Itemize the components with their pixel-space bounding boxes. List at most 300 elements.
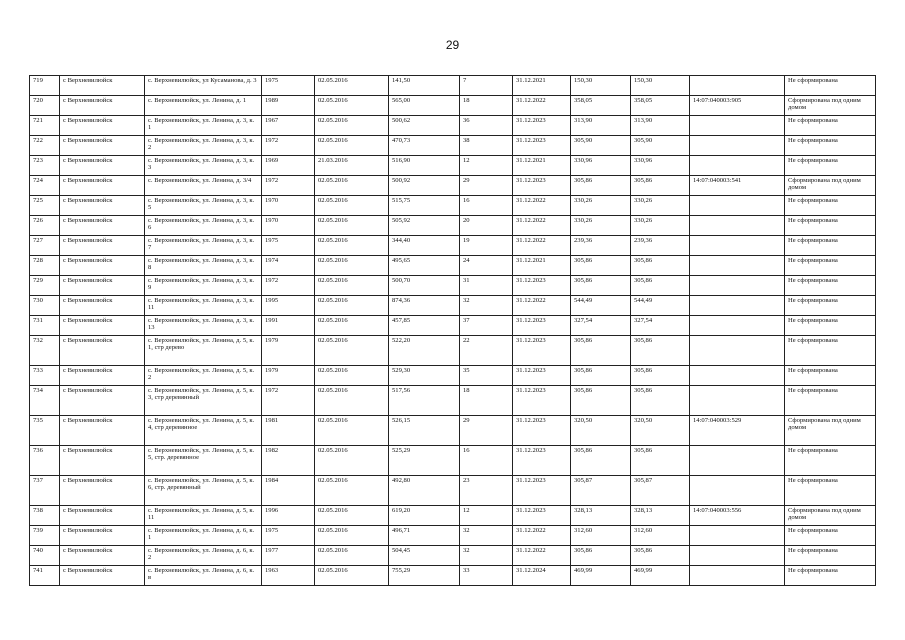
cell-cost-a: 305,86 bbox=[571, 176, 631, 196]
cell-settlement: с Верхневилюйск bbox=[60, 156, 145, 176]
page-number: 29 bbox=[445, 38, 460, 52]
table-row bbox=[30, 386, 876, 416]
cell-deadline-date: 31.12.2023 bbox=[513, 506, 571, 526]
cell-cost-a: 305,86 bbox=[571, 366, 631, 386]
cell-settlement: с Верхневилюйск bbox=[60, 416, 145, 446]
cell-deadline-date: 31.12.2023 bbox=[513, 336, 571, 366]
cell-row-number: 729 bbox=[30, 276, 60, 296]
cell-address: с. Верхневилюйск, ул. Ленина, д. 3, к. 11 bbox=[145, 296, 262, 316]
cell-cost-b: 330,96 bbox=[631, 156, 690, 176]
cell-row-number: 737 bbox=[30, 476, 60, 506]
cell-apartments-count: 12 bbox=[460, 506, 513, 526]
cell-deadline-date: 31.12.2021 bbox=[513, 156, 571, 176]
cell-inclusion-date: 02.05.2016 bbox=[315, 216, 389, 236]
cell-build-year: 1989 bbox=[262, 96, 315, 116]
cell-address: с. Верхневилюйск, ул. Ленина, д. 3, к. 8 bbox=[145, 256, 262, 276]
cell-cadastral-number bbox=[690, 276, 785, 296]
cell-address: с. Верхневилюйск, ул Кусаманова, д. 3 bbox=[145, 76, 262, 96]
cell-cadastral-number: 14:07:040003:541 bbox=[690, 176, 785, 196]
cell-settlement: с Верхневилюйск bbox=[60, 526, 145, 546]
cell-build-year: 1991 bbox=[262, 316, 315, 336]
cell-land-status: Не сформирована bbox=[785, 156, 876, 176]
cell-address: с. Верхневилюйск, ул. Ленина, д. 3, к. 5 bbox=[145, 196, 262, 216]
cell-area: 492,80 bbox=[389, 476, 460, 506]
cell-build-year: 1972 bbox=[262, 136, 315, 156]
table-row bbox=[30, 336, 876, 366]
cell-inclusion-date: 02.05.2016 bbox=[315, 236, 389, 256]
cell-area: 565,00 bbox=[389, 96, 460, 116]
cell-deadline-date: 31.12.2022 bbox=[513, 236, 571, 256]
cell-inclusion-date: 02.05.2016 bbox=[315, 176, 389, 196]
cell-cost-b: 358,05 bbox=[631, 96, 690, 116]
cell-apartments-count: 19 bbox=[460, 236, 513, 256]
cell-row-number: 727 bbox=[30, 236, 60, 256]
cell-cost-a: 239,36 bbox=[571, 236, 631, 256]
cell-row-number: 723 bbox=[30, 156, 60, 176]
cell-address: с. Верхневилюйск, ул. Ленина, д. 6, к. в bbox=[145, 566, 262, 586]
cell-apartments-count: 35 bbox=[460, 366, 513, 386]
cell-cost-b: 239,36 bbox=[631, 236, 690, 256]
cell-apartments-count: 29 bbox=[460, 176, 513, 196]
cell-address: с. Верхневилюйск, ул. Ленина, д. 3, к. 7 bbox=[145, 236, 262, 256]
cell-deadline-date: 31.12.2021 bbox=[513, 76, 571, 96]
cell-cost-b: 305,86 bbox=[631, 386, 690, 416]
cell-build-year: 1981 bbox=[262, 416, 315, 446]
cell-build-year: 1972 bbox=[262, 386, 315, 416]
table-row bbox=[30, 566, 876, 586]
cell-cadastral-number bbox=[690, 526, 785, 546]
cell-row-number: 735 bbox=[30, 416, 60, 446]
cell-cost-a: 330,26 bbox=[571, 196, 631, 216]
cell-cost-b: 305,86 bbox=[631, 176, 690, 196]
cell-deadline-date: 31.12.2023 bbox=[513, 116, 571, 136]
cell-build-year: 1996 bbox=[262, 506, 315, 526]
cell-inclusion-date: 02.05.2016 bbox=[315, 76, 389, 96]
cell-area: 516,90 bbox=[389, 156, 460, 176]
cell-inclusion-date: 02.05.2016 bbox=[315, 136, 389, 156]
cell-land-status: Сформирована под одним домом bbox=[785, 96, 876, 116]
cell-settlement: с Верхневилюйск bbox=[60, 236, 145, 256]
table-body bbox=[30, 76, 876, 586]
cell-area: 529,30 bbox=[389, 366, 460, 386]
cell-build-year: 1972 bbox=[262, 176, 315, 196]
cell-settlement: с Верхневилюйск bbox=[60, 546, 145, 566]
cell-row-number: 733 bbox=[30, 366, 60, 386]
cell-cost-b: 305,87 bbox=[631, 476, 690, 506]
cell-inclusion-date: 02.05.2016 bbox=[315, 316, 389, 336]
cell-deadline-date: 31.12.2023 bbox=[513, 276, 571, 296]
cell-cost-a: 328,13 bbox=[571, 506, 631, 526]
table-row bbox=[30, 476, 876, 506]
cell-row-number: 740 bbox=[30, 546, 60, 566]
cell-deadline-date: 31.12.2022 bbox=[513, 526, 571, 546]
cell-row-number: 734 bbox=[30, 386, 60, 416]
cell-cost-a: 305,86 bbox=[571, 276, 631, 296]
table-row bbox=[30, 526, 876, 546]
cell-settlement: с Верхневилюйск bbox=[60, 216, 145, 236]
cell-land-status: Не сформирована bbox=[785, 76, 876, 96]
cell-apartments-count: 36 bbox=[460, 116, 513, 136]
cell-area: 141,50 bbox=[389, 76, 460, 96]
cell-cost-b: 305,86 bbox=[631, 276, 690, 296]
cell-deadline-date: 31.12.2023 bbox=[513, 316, 571, 336]
cell-deadline-date: 31.12.2021 bbox=[513, 256, 571, 276]
cell-address: с. Верхневилюйск, ул. Ленина, д. 3, к. 1 bbox=[145, 116, 262, 136]
cell-build-year: 1975 bbox=[262, 236, 315, 256]
cell-cost-a: 327,54 bbox=[571, 316, 631, 336]
cell-build-year: 1995 bbox=[262, 296, 315, 316]
cell-inclusion-date: 02.05.2016 bbox=[315, 196, 389, 216]
cell-build-year: 1975 bbox=[262, 526, 315, 546]
cell-build-year: 1972 bbox=[262, 276, 315, 296]
cell-row-number: 739 bbox=[30, 526, 60, 546]
cell-land-status: Сформирована под одним домом bbox=[785, 416, 876, 446]
cell-settlement: с Верхневилюйск bbox=[60, 476, 145, 506]
cell-land-status: Не сформирована bbox=[785, 446, 876, 476]
table-row bbox=[30, 276, 876, 296]
cell-apartments-count: 32 bbox=[460, 546, 513, 566]
cell-apartments-count: 18 bbox=[460, 386, 513, 416]
cell-row-number: 721 bbox=[30, 116, 60, 136]
cell-land-status: Не сформирована bbox=[785, 276, 876, 296]
cell-area: 470,73 bbox=[389, 136, 460, 156]
cell-settlement: с Верхневилюйск bbox=[60, 116, 145, 136]
cell-row-number: 726 bbox=[30, 216, 60, 236]
table-row bbox=[30, 256, 876, 276]
cell-deadline-date: 31.12.2023 bbox=[513, 366, 571, 386]
cell-settlement: с Верхневилюйск bbox=[60, 316, 145, 336]
cell-cadastral-number bbox=[690, 446, 785, 476]
cell-cadastral-number bbox=[690, 366, 785, 386]
cell-inclusion-date: 02.05.2016 bbox=[315, 96, 389, 116]
cell-apartments-count: 32 bbox=[460, 296, 513, 316]
cell-land-status: Не сформирована bbox=[785, 256, 876, 276]
cell-build-year: 1975 bbox=[262, 76, 315, 96]
cell-cost-b: 327,54 bbox=[631, 316, 690, 336]
cell-row-number: 725 bbox=[30, 196, 60, 216]
cell-apartments-count: 12 bbox=[460, 156, 513, 176]
cell-cost-b: 312,60 bbox=[631, 526, 690, 546]
cell-cost-a: 150,30 bbox=[571, 76, 631, 96]
table-row bbox=[30, 116, 876, 136]
cell-build-year: 1963 bbox=[262, 566, 315, 586]
cell-inclusion-date: 02.05.2016 bbox=[315, 506, 389, 526]
cell-build-year: 1984 bbox=[262, 476, 315, 506]
cell-settlement: с Верхневилюйск bbox=[60, 76, 145, 96]
cell-cost-a: 312,60 bbox=[571, 526, 631, 546]
cell-settlement: с Верхневилюйск bbox=[60, 566, 145, 586]
cell-row-number: 736 bbox=[30, 446, 60, 476]
cell-cost-a: 544,49 bbox=[571, 296, 631, 316]
cell-area: 517,56 bbox=[389, 386, 460, 416]
cell-deadline-date: 31.12.2022 bbox=[513, 296, 571, 316]
cell-land-status: Не сформирована bbox=[785, 116, 876, 136]
cell-cadastral-number bbox=[690, 216, 785, 236]
cell-apartments-count: 31 bbox=[460, 276, 513, 296]
cell-address: с. Верхневилюйск, ул. Ленина, д. 3/4 bbox=[145, 176, 262, 196]
cell-deadline-date: 31.12.2023 bbox=[513, 446, 571, 476]
cell-deadline-date: 31.12.2023 bbox=[513, 136, 571, 156]
cell-cost-a: 320,50 bbox=[571, 416, 631, 446]
cell-inclusion-date: 02.05.2016 bbox=[315, 336, 389, 366]
table-row bbox=[30, 506, 876, 526]
cell-address: с. Верхневилюйск, ул. Ленина, д. 6, к. 2 bbox=[145, 546, 262, 566]
cell-address: с. Верхневилюйск, ул. Ленина, д. 5, к. 3, стр деревянный bbox=[145, 386, 262, 416]
cell-cost-a: 469,99 bbox=[571, 566, 631, 586]
cell-build-year: 1969 bbox=[262, 156, 315, 176]
cell-cost-a: 305,86 bbox=[571, 446, 631, 476]
table-row bbox=[30, 416, 876, 446]
cell-address: с. Верхневилюйск, ул. Ленина, д. 3, к. 6 bbox=[145, 216, 262, 236]
cell-settlement: с Верхневилюйск bbox=[60, 336, 145, 366]
cell-land-status: Не сформирована bbox=[785, 476, 876, 506]
cell-apartments-count: 22 bbox=[460, 336, 513, 366]
cell-area: 504,45 bbox=[389, 546, 460, 566]
cell-cadastral-number bbox=[690, 386, 785, 416]
cell-inclusion-date: 21.03.2016 bbox=[315, 156, 389, 176]
cell-land-status: Не сформирована bbox=[785, 546, 876, 566]
cell-land-status: Не сформирована bbox=[785, 526, 876, 546]
table-row bbox=[30, 96, 876, 116]
cell-apartments-count: 16 bbox=[460, 446, 513, 476]
table-row bbox=[30, 366, 876, 386]
cell-cadastral-number: 14:07:040003:529 bbox=[690, 416, 785, 446]
cell-row-number: 730 bbox=[30, 296, 60, 316]
cell-cadastral-number bbox=[690, 76, 785, 96]
cell-cost-a: 305,87 bbox=[571, 476, 631, 506]
cell-area: 457,85 bbox=[389, 316, 460, 336]
cell-deadline-date: 31.12.2023 bbox=[513, 176, 571, 196]
cell-area: 500,70 bbox=[389, 276, 460, 296]
cell-deadline-date: 31.12.2023 bbox=[513, 476, 571, 506]
cell-apartments-count: 33 bbox=[460, 566, 513, 586]
cell-build-year: 1982 bbox=[262, 446, 315, 476]
cell-cost-b: 150,30 bbox=[631, 76, 690, 96]
cell-land-status: Не сформирована bbox=[785, 136, 876, 156]
cell-settlement: с Верхневилюйск bbox=[60, 386, 145, 416]
cell-area: 525,29 bbox=[389, 446, 460, 476]
cell-cost-a: 305,86 bbox=[571, 386, 631, 416]
cell-deadline-date: 31.12.2023 bbox=[513, 416, 571, 446]
cell-land-status: Не сформирована bbox=[785, 566, 876, 586]
cell-land-status: Не сформирована bbox=[785, 196, 876, 216]
cell-apartments-count: 32 bbox=[460, 526, 513, 546]
cell-land-status: Не сформирована bbox=[785, 216, 876, 236]
cell-inclusion-date: 02.05.2016 bbox=[315, 566, 389, 586]
cell-settlement: с Верхневилюйск bbox=[60, 256, 145, 276]
cell-land-status: Сформирована под одним домом bbox=[785, 176, 876, 196]
cell-address: с. Верхневилюйск, ул. Ленина, д. 3, к. 9 bbox=[145, 276, 262, 296]
cell-cost-a: 358,05 bbox=[571, 96, 631, 116]
table-row bbox=[30, 76, 876, 96]
cell-cost-a: 305,86 bbox=[571, 336, 631, 366]
table-row bbox=[30, 236, 876, 256]
cell-cadastral-number bbox=[690, 296, 785, 316]
cell-cadastral-number bbox=[690, 336, 785, 366]
cell-cost-b: 305,90 bbox=[631, 136, 690, 156]
cell-address: с. Верхневилюйск, ул. Ленина, д. 1 bbox=[145, 96, 262, 116]
cell-deadline-date: 31.12.2022 bbox=[513, 216, 571, 236]
cell-cadastral-number: 14:07:040003:556 bbox=[690, 506, 785, 526]
cell-deadline-date: 31.12.2022 bbox=[513, 546, 571, 566]
cell-area: 496,71 bbox=[389, 526, 460, 546]
table-row bbox=[30, 196, 876, 216]
cell-area: 505,92 bbox=[389, 216, 460, 236]
cell-cost-b: 544,49 bbox=[631, 296, 690, 316]
cell-cadastral-number: 14:07:040003:905 bbox=[690, 96, 785, 116]
cell-cost-b: 320,50 bbox=[631, 416, 690, 446]
cell-cadastral-number bbox=[690, 236, 785, 256]
table-row bbox=[30, 156, 876, 176]
cell-area: 515,75 bbox=[389, 196, 460, 216]
cell-area: 344,40 bbox=[389, 236, 460, 256]
cell-address: с. Верхневилюйск, ул. Ленина, д. 3, к. 2 bbox=[145, 136, 262, 156]
cell-cost-b: 305,86 bbox=[631, 336, 690, 366]
cell-apartments-count: 16 bbox=[460, 196, 513, 216]
cell-area: 500,62 bbox=[389, 116, 460, 136]
cell-settlement: с Верхневилюйск bbox=[60, 176, 145, 196]
cell-cost-b: 305,86 bbox=[631, 366, 690, 386]
cell-address: с. Верхневилюйск, ул. Ленина, д. 6, к. 1 bbox=[145, 526, 262, 546]
cell-inclusion-date: 02.05.2016 bbox=[315, 296, 389, 316]
cell-inclusion-date: 02.05.2016 bbox=[315, 116, 389, 136]
cell-row-number: 738 bbox=[30, 506, 60, 526]
cell-deadline-date: 31.12.2022 bbox=[513, 196, 571, 216]
cell-cost-a: 305,86 bbox=[571, 256, 631, 276]
cell-apartments-count: 20 bbox=[460, 216, 513, 236]
cell-cadastral-number bbox=[690, 116, 785, 136]
cell-area: 874,36 bbox=[389, 296, 460, 316]
cell-cost-b: 330,26 bbox=[631, 216, 690, 236]
cell-cost-b: 305,86 bbox=[631, 446, 690, 476]
cell-area: 500,92 bbox=[389, 176, 460, 196]
cell-cost-b: 305,86 bbox=[631, 546, 690, 566]
cell-land-status: Не сформирована bbox=[785, 386, 876, 416]
cell-apartments-count: 29 bbox=[460, 416, 513, 446]
cell-cost-a: 330,26 bbox=[571, 216, 631, 236]
cell-address: с. Верхневилюйск, ул. Ленина, д. 5, к. 5, стр. деревянное bbox=[145, 446, 262, 476]
cell-settlement: с Верхневилюйск bbox=[60, 506, 145, 526]
cell-cost-b: 313,90 bbox=[631, 116, 690, 136]
cell-deadline-date: 31.12.2022 bbox=[513, 96, 571, 116]
cell-land-status: Не сформирована bbox=[785, 316, 876, 336]
cell-cadastral-number bbox=[690, 196, 785, 216]
cell-settlement: с Верхневилюйск bbox=[60, 366, 145, 386]
cell-row-number: 719 bbox=[30, 76, 60, 96]
cell-area: 522,20 bbox=[389, 336, 460, 366]
cell-address: с. Верхневилюйск, ул. Ленина, д. 3, к. 3 bbox=[145, 156, 262, 176]
cell-inclusion-date: 02.05.2016 bbox=[315, 446, 389, 476]
table-row bbox=[30, 296, 876, 316]
cell-area: 495,65 bbox=[389, 256, 460, 276]
cell-address: с. Верхневилюйск, ул. Ленина, д. 5, к. 6, стр. деревянный bbox=[145, 476, 262, 506]
cell-settlement: с Верхневилюйск bbox=[60, 276, 145, 296]
table-row bbox=[30, 546, 876, 566]
cell-inclusion-date: 02.05.2016 bbox=[315, 276, 389, 296]
table-row bbox=[30, 216, 876, 236]
housing-registry-table bbox=[29, 75, 876, 586]
cell-inclusion-date: 02.05.2016 bbox=[315, 476, 389, 506]
cell-land-status: Не сформирована bbox=[785, 296, 876, 316]
cell-cost-b: 305,86 bbox=[631, 256, 690, 276]
cell-area: 755,29 bbox=[389, 566, 460, 586]
cell-row-number: 732 bbox=[30, 336, 60, 366]
cell-row-number: 724 bbox=[30, 176, 60, 196]
cell-build-year: 1970 bbox=[262, 216, 315, 236]
cell-cadastral-number bbox=[690, 316, 785, 336]
cell-cadastral-number bbox=[690, 566, 785, 586]
cell-deadline-date: 31.12.2023 bbox=[513, 386, 571, 416]
cell-cost-b: 328,13 bbox=[631, 506, 690, 526]
cell-row-number: 722 bbox=[30, 136, 60, 156]
cell-cadastral-number bbox=[690, 156, 785, 176]
cell-build-year: 1970 bbox=[262, 196, 315, 216]
cell-build-year: 1979 bbox=[262, 366, 315, 386]
cell-land-status: Не сформирована bbox=[785, 336, 876, 366]
cell-row-number: 720 bbox=[30, 96, 60, 116]
cell-settlement: с Верхневилюйск bbox=[60, 296, 145, 316]
cell-address: с. Верхневилюйск, ул. Ленина, д. 5, к. 11 bbox=[145, 506, 262, 526]
cell-settlement: с Верхневилюйск bbox=[60, 96, 145, 116]
cell-build-year: 1977 bbox=[262, 546, 315, 566]
cell-inclusion-date: 02.05.2016 bbox=[315, 256, 389, 276]
table-row bbox=[30, 136, 876, 156]
cell-build-year: 1974 bbox=[262, 256, 315, 276]
cell-area: 619,20 bbox=[389, 506, 460, 526]
cell-settlement: с Верхневилюйск bbox=[60, 196, 145, 216]
cell-apartments-count: 7 bbox=[460, 76, 513, 96]
cell-apartments-count: 37 bbox=[460, 316, 513, 336]
cell-inclusion-date: 02.05.2016 bbox=[315, 546, 389, 566]
cell-cadastral-number bbox=[690, 546, 785, 566]
cell-cost-a: 305,90 bbox=[571, 136, 631, 156]
cell-inclusion-date: 02.05.2016 bbox=[315, 526, 389, 546]
cell-apartments-count: 18 bbox=[460, 96, 513, 116]
cell-row-number: 728 bbox=[30, 256, 60, 276]
table-row bbox=[30, 176, 876, 196]
cell-address: с. Верхневилюйск, ул. Ленина, д. 5, к. 4, стр деревянное bbox=[145, 416, 262, 446]
cell-address: с. Верхневилюйск, ул. Ленина, д. 5, к. 1, стр дерево bbox=[145, 336, 262, 366]
cell-row-number: 741 bbox=[30, 566, 60, 586]
cell-cost-b: 469,99 bbox=[631, 566, 690, 586]
cell-cost-a: 330,96 bbox=[571, 156, 631, 176]
cell-settlement: с Верхневилюйск bbox=[60, 446, 145, 476]
cell-land-status: Не сформирована bbox=[785, 236, 876, 256]
cell-cost-a: 313,90 bbox=[571, 116, 631, 136]
cell-address: с. Верхневилюйск, ул. Ленина, д. 5, к. 2 bbox=[145, 366, 262, 386]
cell-build-year: 1967 bbox=[262, 116, 315, 136]
cell-inclusion-date: 02.05.2016 bbox=[315, 386, 389, 416]
cell-cadastral-number bbox=[690, 256, 785, 276]
cell-inclusion-date: 02.05.2016 bbox=[315, 366, 389, 386]
cell-settlement: с Верхневилюйск bbox=[60, 136, 145, 156]
table-row bbox=[30, 316, 876, 336]
cell-inclusion-date: 02.05.2016 bbox=[315, 416, 389, 446]
cell-area: 526,15 bbox=[389, 416, 460, 446]
cell-build-year: 1979 bbox=[262, 336, 315, 366]
cell-apartments-count: 38 bbox=[460, 136, 513, 156]
cell-address: с. Верхневилюйск, ул. Ленина, д. 3, к. 13 bbox=[145, 316, 262, 336]
cell-cadastral-number bbox=[690, 136, 785, 156]
cell-cadastral-number bbox=[690, 476, 785, 506]
cell-land-status: Не сформирована bbox=[785, 366, 876, 386]
cell-apartments-count: 24 bbox=[460, 256, 513, 276]
cell-apartments-count: 23 bbox=[460, 476, 513, 506]
cell-deadline-date: 31.12.2024 bbox=[513, 566, 571, 586]
cell-row-number: 731 bbox=[30, 316, 60, 336]
cell-cost-b: 330,26 bbox=[631, 196, 690, 216]
cell-land-status: Сформирована под одним домом bbox=[785, 506, 876, 526]
